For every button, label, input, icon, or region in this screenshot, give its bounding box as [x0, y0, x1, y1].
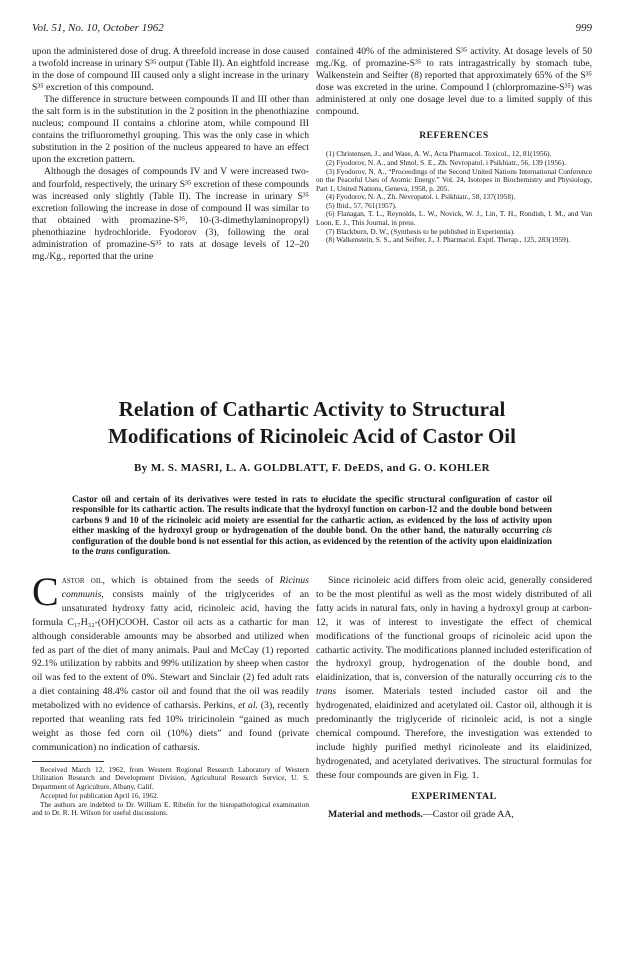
reference-item: (3) Fyodorov, N. A., “Proceedings of the Second United Nations International Conference on the Peaceful Uses of Atomic Energy.” Vol. 24, Isotopes in Biochemistry and Physiology, Part 1, United Nations, Geneva, 1958, p. 205.: [316, 166, 592, 193]
article-abstract: [72, 494, 552, 556]
journal-volume-line: Vol. 51, No. 10, October 1962: [32, 22, 164, 34]
running-head: [32, 22, 592, 36]
footnote: Accepted for publication April 16, 1962.: [40, 790, 159, 800]
reference-item: (4) Fyodorov, N. A., Zh. Nevropatol. i. Psikhiatr., 58, 137(1958).: [326, 192, 516, 202]
section-heading: EXPERIMENTAL: [411, 790, 497, 802]
body-text: isomer. Materials tested included castor oil and the hydrogenated, elaidinized and acetylated oil. Castor oil, although it is predominantly the triglyceride of ricinoleic acid, is not a single chemical compound. Therefore, the investigation was extended to include highly purified methyl ricinoleate and its elaidinized, hydrogenated, and acetylated derivatives. The structural formulas for these four compounds are given in Fig. 1.: [316, 686, 592, 781]
references-heading: REFERENCES: [419, 130, 489, 142]
reference-item: (7) Blackburn, D. W., (Synthesis to be published in Experientia).: [326, 226, 515, 236]
article-left-column: [32, 569, 309, 818]
body-text: to the: [566, 672, 592, 684]
article-title-line: Modifications of Ricinoleic Acid of Castor Oil: [108, 424, 516, 448]
italic-term: et al.: [238, 700, 258, 712]
page-number: 999: [575, 22, 592, 34]
body-text: —Castor oil grade AA,: [422, 808, 514, 820]
paragraph: upon the administered dose of drug. A threefold increase in dose caused a twofold increase in urinary S³⁵ output (Table II). An eightfold increase in the dose of compound III caused only a slight increase in the urinary S³⁵ excretion of this compound.: [32, 46, 309, 94]
italic-term: cis: [555, 672, 567, 684]
reference-item: (6) Flanagan, T. L., Reynolds, L. W., Novick, W. J., Lin, T. H., Rondish, I. M., and Van Loon, E. J., This Journal, in press.: [316, 209, 592, 228]
abstract-text: Castor oil and certain of its derivatives were tested in rats to elucidate the specific structural configuration of castor oil responsible for its cathartic action. The results indicate that the hydroxyl function on carbon-12 and the double bond between carbons 9 and 10 of the ricinoleic acid moiety are essential for the cathartic action, as evidenced by the loss of activity upon either masking of the hydroxyl group or hydrogenation of the double bond. On the other hand, the naturally occurring: [72, 494, 552, 536]
references-list: [316, 150, 592, 245]
paragraph: Although the dosages of compounds IV and V were increased two- and fourfold, respectively, the urinary S³⁵ excretion of these compounds was increased only slightly (Table II). The increase in urinary S³⁵ excretion following the increase in dose of compound II was similar to that obtained with promazine-S³⁵, 10-(3-dimethylaminopropyl) phenothiazine hydrochloride. Fyodorov (3), following the oral administration of promazine-S³⁵ to rats at dosage levels of 12–20 mg./Kg., reported that the urine: [32, 166, 309, 262]
run-in-heading: Material and methods.: [328, 808, 423, 820]
abstract-italic-term: trans: [95, 546, 115, 557]
abstract-italic-term: cis: [542, 525, 552, 536]
body-text: (3), recently reported that weanling rats fed 10% triricinolein “gained as much weight as those fed corn oil (10%) diets” and found (private communication) no indication of catharsis.: [32, 700, 309, 753]
article-title-line: Relation of Cathartic Activity to Structural: [118, 397, 506, 421]
reference-item: (2) Fyodorov, N. A., and Shnol, S. E., Zh. Nevropatol. i Psikhiatr., 56, 139 (1956).: [326, 157, 566, 167]
reference-item: (1) Christensen, J., and Wase, A. W., Acta Pharmacol. Toxicol., 12, 81(1956).: [326, 149, 552, 159]
lead-in: astor oil: [61, 575, 103, 586]
article-title: [32, 396, 592, 450]
previous-article-right-column: [316, 46, 592, 245]
reference-item: (5) Ibid., 57, 761(1957).: [326, 200, 397, 210]
abstract-text: configuration.: [116, 546, 171, 557]
body-text: Since ricinoleic acid differs from oleic acid, generally considered to be the most plentiful as well as the most widely distributed of all fatty acids in natural fats, only in having a hydroxyl group at carbon-12, it was of interest to investigate the effect of chemical modifications of the functional groups of ricinoleic acid upon the cathartic activity. The modifications planned included esterification of the hydroxyl group, hydrogenation of the double bond, and elaidinization, that is, conversion of the naturally occurring: [316, 575, 592, 684]
abstract-text: configuration of the double bond is not essential for this action, as evidenced by the retention of the activity upon elaidinization to the: [72, 535, 552, 557]
previous-article-left-column: [32, 46, 309, 263]
body-text: , consists mainly of the triglycerides of an unsaturated hydroxy fatty acid, ricinoleic acid, having the formula C₁₇H₃₂-(OH)COOH. Castor oil acts as a cathartic for man although considerable amounts may be absorbed and utilized when fed as part of the diet of many animals. Paul and McCay (1) reported 92.1% utilization by rabbits and 99% utilization by sheep when castor oil was fed to the extent of 0%. Stewart and Sinclair (2) fed adult rats a diet containing 48.4% castor oil and found that the oil was readily metabolized with no evidence of catharsis. Perkins,: [32, 588, 309, 712]
paragraph: contained 40% of the administered S³⁵ activity. At dosage levels of 50 mg./Kg. of promazine-S³⁵ to rats intragastrically by stomach tube, Walkenstein and Seifter (8) reported that approximately 65% of the S³⁵ dose was excreted in the urine. Compound I (chlorpromazine-S³⁵) was administered at only one dosage level due to a limited supply of this compound.: [316, 46, 592, 118]
article-right-column: [316, 574, 592, 821]
intro-paragraph: [32, 569, 309, 755]
body-paragraph: [316, 574, 592, 783]
footnote: Received March 12, 1962, from Western Regional Research Laboratory of Western Utilization Research and Development Division, Agricultural Research Service, U. S. Department of Agriculture, Albany, Calif.: [32, 764, 309, 792]
body-text: , which is obtained from the seeds of: [102, 575, 280, 586]
footnote: The authors are indebted to Dr. William E. Ribelin for the histopathological examination and to Dr. R. H. Wilson for useful discussions.: [32, 799, 309, 818]
species-name: Ricinus communis: [61, 575, 309, 600]
footnote-divider: [32, 761, 104, 762]
body-paragraph: [316, 808, 592, 822]
italic-term: trans: [316, 686, 337, 698]
footnotes: [32, 766, 309, 818]
paragraph: The difference in structure between compounds II and III other than the salt form is in the substitution in the 2 position in the phenothiazine nucleus; compound II contains a chlorine atom, while compound III contains the trifluoromethyl grouping. This was the only case in which substitution in the 2 position of the nucleus appeared to have an effect upon the excretion pattern.: [32, 94, 309, 166]
drop-cap: C: [32, 569, 59, 614]
article-authors: By M. S. MASRI, L. A. GOLDBLATT, F. DeEDS, and G. O. KOHLER: [134, 462, 490, 474]
reference-item: (8) Walkenstein, S. S., and Seifter, J., J. Pharmacol. Exptl. Therap., 125, 283(1959).: [326, 235, 571, 245]
